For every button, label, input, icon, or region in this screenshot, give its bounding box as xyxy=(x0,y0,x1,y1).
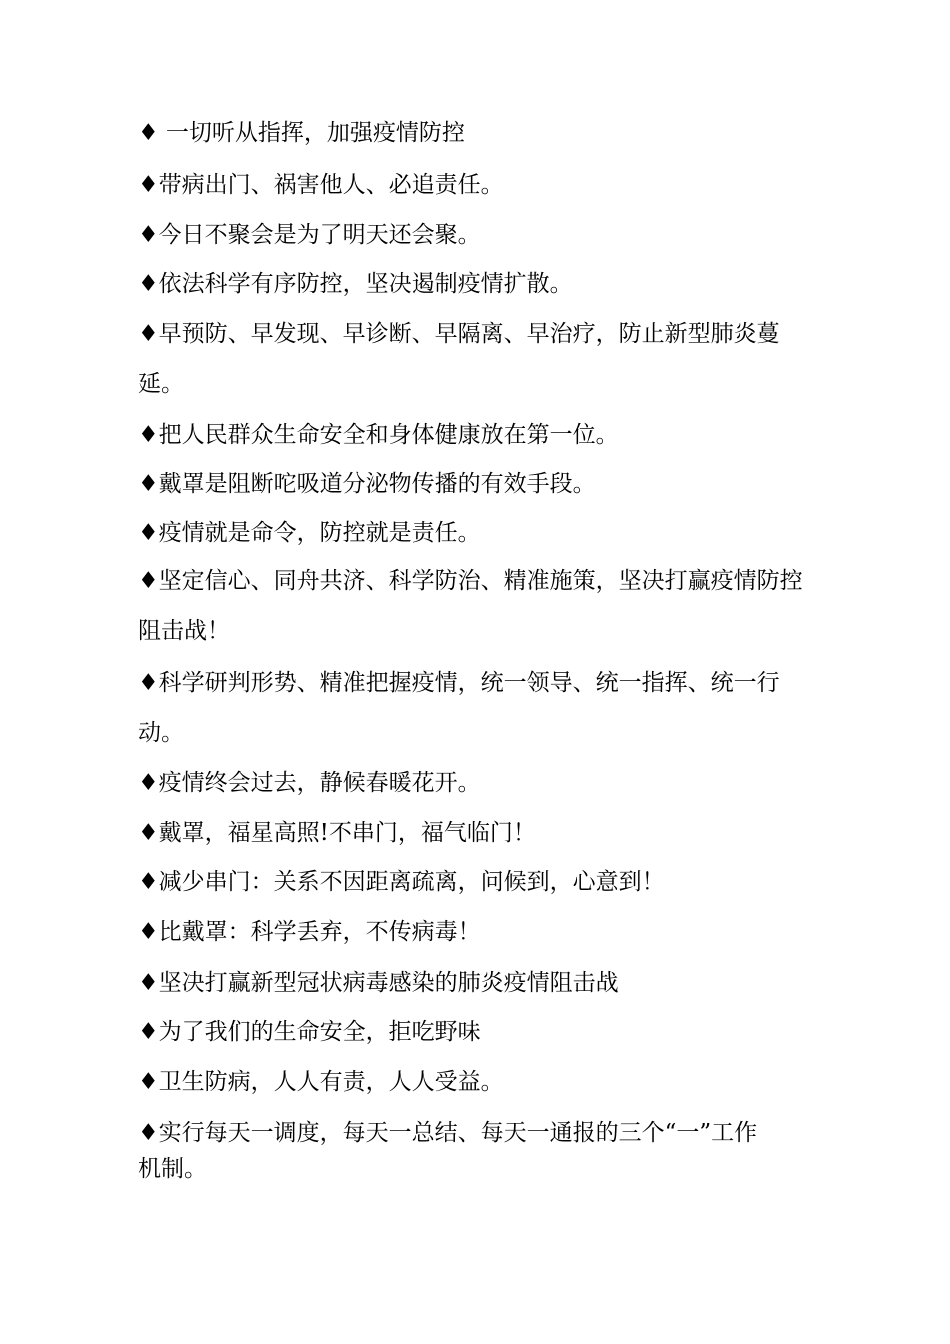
slogan-line: ♦卫生防病，人人有责，人人受益。 xyxy=(138,1069,504,1095)
slogan-line: ♦坚决打赢新型冠状病毒感染的肺炎疫情阻击战 xyxy=(138,970,619,996)
slogan-line: ♦疫情终会过去，静候春暖花开。 xyxy=(138,770,481,796)
slogan-line: ♦减少串门：关系不因距离疏离，问候到，心意到！ xyxy=(138,869,665,895)
slogan-line: ♦坚定信心、同舟共济、科学防治、精准施策，坚决打赢疫情防控阻击战！ xyxy=(138,568,803,644)
slogan-line: ♦今日不聚会是为了明天还会聚。 xyxy=(138,222,481,248)
slogan-line: ♦比戴罩：科学丢弃，不传病毒！ xyxy=(138,919,481,945)
slogan-line: ♦带病出门、祸害他人、必追责任。 xyxy=(138,172,504,198)
slogan-line: ♦依法科学有序防控，坚决遏制疫情扩散。 xyxy=(138,271,573,297)
slogan-line: ♦疫情就是命令，防控就是责任。 xyxy=(138,520,481,546)
slogan-line: ♦戴罩是阻断咜吸道分泌物传播的有效手段。 xyxy=(138,471,596,497)
slogan-line: ♦早预防、早发现、早诊断、早隔离、早治疗，防止新型肺炎蔓延。 xyxy=(138,321,780,397)
slogan-line: ♦科学研判形势、精准把握疫情，统一领导、统一指挥、统一行动。 xyxy=(138,670,780,746)
slogan-line: ♦ 一切听从指挥，加强疫情防控 xyxy=(138,120,465,146)
slogan-line: ♦实行每天一调度，每天一总结、每天一通报的三个“一”工作机制。 xyxy=(138,1120,758,1182)
slogan-line: ♦把人民群众生命安全和身体健康放在第一位。 xyxy=(138,422,619,448)
slogan-line: ♦为了我们的生命安全，拒吃野味 xyxy=(138,1019,481,1045)
slogan-line: ♦戴罩，福星高照!不串门，福气临门！ xyxy=(138,820,536,846)
